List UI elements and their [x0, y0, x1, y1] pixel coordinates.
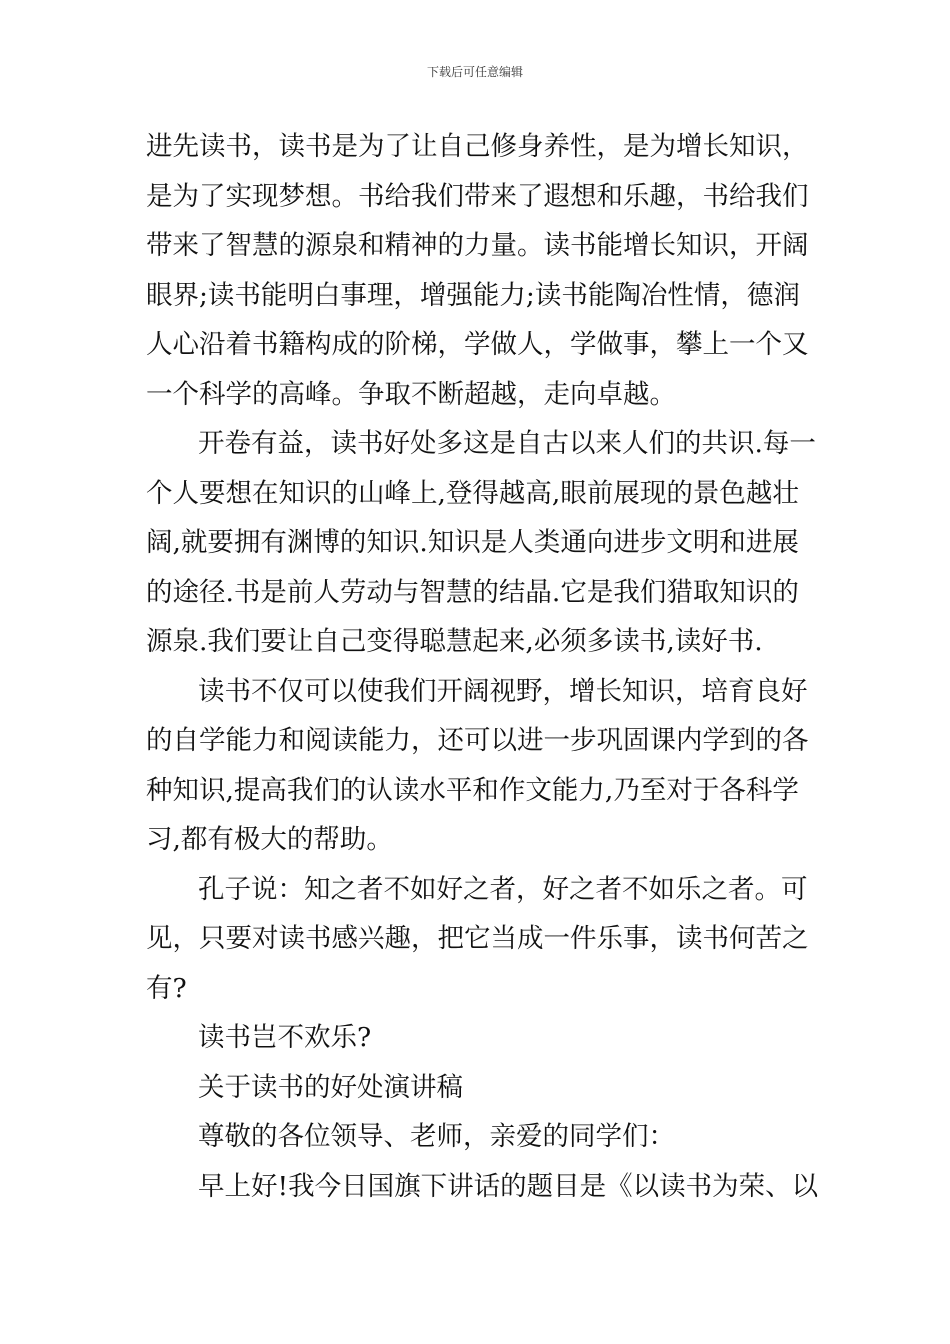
paragraph-2 — [146, 419, 816, 667]
paragraph-7-salutation — [146, 1112, 810, 1162]
text-line: 关于读书的好处演讲稿 — [198, 1071, 463, 1103]
paragraph-3 — [146, 667, 810, 865]
text-line: 源泉.我们要让自己变得聪慧起来,必须多读书,读好书. — [146, 626, 763, 657]
paragraph-4 — [146, 865, 810, 1014]
paragraph-8-greeting — [146, 1162, 819, 1212]
text-line: 带来了智慧的源泉和精神的力量。读书能增长知识，开阔 — [146, 230, 809, 261]
text-line: 开卷有益，读书好处多这是自古以来人们的共识.每一 — [198, 428, 816, 459]
document-body — [146, 122, 819, 1211]
text-line: 种知识,提高我们的认读水平和作文能力,乃至对于各科学 — [146, 774, 799, 806]
text-line: 有? — [146, 972, 187, 1004]
paragraph-5 — [146, 1013, 810, 1063]
text-line: 读书不仅可以使我们开阔视野，增长知识，培育良好 — [198, 675, 808, 707]
text-line: 个人要想在知识的山峰上,登得越高,眼前展现的景色越壮 — [146, 477, 799, 509]
text-line: 尊敬的各位领导、老师，亲爱的同学们： — [198, 1121, 675, 1152]
text-line: 一个科学的高峰。争取不断超越，走向卓越。 — [146, 378, 676, 410]
text-line: 习,都有极大的帮助。 — [146, 824, 393, 855]
text-line: 阔,就要拥有渊博的知识.知识是人类通向进步文明和进展 — [146, 527, 799, 558]
text-line: 孔子说：知之者不如好之者，好之者不如乐之者。可 — [198, 873, 808, 905]
text-line: 见，只要对读书感兴趣，把它当成一件乐事，读书何苦之 — [146, 923, 809, 954]
text-line: 读书岂不欢乐? — [198, 1022, 372, 1053]
text-line: 早上好!我今日国旗下讲话的题目是《以读书为荣、以 — [198, 1170, 819, 1202]
paragraph-6-speech-title — [146, 1063, 810, 1113]
paragraph-1 — [146, 122, 810, 419]
text-line: 的途径.书是前人劳动与智慧的结晶.它是我们猎取知识的 — [146, 576, 799, 608]
text-line: 人心沿着书籍构成的阶梯，学做人，学做事，攀上一个又 — [146, 329, 809, 360]
page-header-note: 下载后可任意编辑 — [426, 65, 523, 79]
text-line: 眼界;读书能明白事理，增强能力;读书能陶冶性情，德润 — [146, 279, 800, 311]
text-line: 进先读书，读书是为了让自己修身养性，是为增长知识， — [146, 131, 809, 162]
text-line: 是为了实现梦想。书给我们带来了遐想和乐趣，书给我们 — [146, 180, 809, 212]
text-line: 的自学能力和阅读能力，还可以进一步巩固课内学到的各 — [146, 725, 809, 756]
